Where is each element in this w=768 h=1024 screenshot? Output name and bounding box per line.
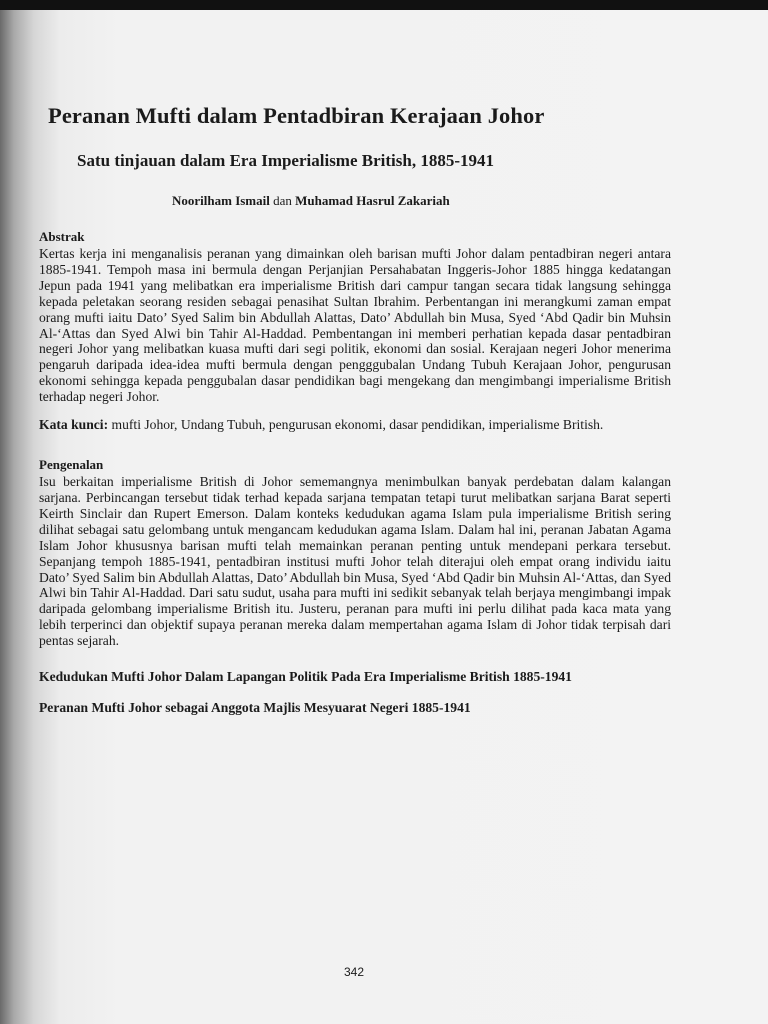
abstract-heading: Abstrak [39, 229, 85, 244]
keywords [39, 417, 671, 433]
page-content [39, 102, 671, 717]
section-heading-majlis: Peranan Mufti Johor sebagai Anggota Majlis Mesyuarat Negeri 1885-1941 [39, 700, 471, 716]
paper-title: Peranan Mufti dalam Pentadbiran Kerajaan Johor [48, 103, 545, 128]
section-heading-politik: Kedudukan Mufti Johor Dalam Lapangan Politik Pada Era Imperialisme British 1885-1941 [39, 669, 572, 685]
author-conjunction: dan [273, 193, 292, 208]
author-2: Muhamad Hasrul Zakariah [295, 193, 450, 208]
page-number: 342 [343, 965, 365, 979]
abstract-text: Kertas kerja ini menganalisis peranan yang dimainkan oleh barisan mufti Johor dalam pentadbiran negeri antara 1885-1941. Tempoh masa ini bermula dengan Perjanjian Persahabatan Inggeris-Johor 1885 hingga kedatangan Jepun pada 1941 yang melibatkan era imperialisme British dari campur tangan secara tidak langsung sehingga kepada peletakan seorang residen sebagai penasihat Sultan Ibrahim. Perbentangan ini merangkumi zaman empat orang mufti iaitu Dato’ Syed Salim bin Abdullah Alattas, Dato’ Abdullah bin Musa, Syed ‘Abd Qadir bin Muhsin Al-‘Attas dan Syed Alwi bin Tahir Al-Haddad. Pembentangan ini memberi perhatian kepada dasar pentadbiran negeri Johor yang melibatkan kuasa mufti dari segi politik, ekonomi dan sosial. Kerajaan negeri Johor menerima pengaruh daripada idea-idea mufti bermula dengan pengggubalan Undang Tubuh Kerajaan Johor, pengurusan ekonomi sehingga kepada penggubalan dasar pendidikan bagi mengekang dan mengimbangi imperialisme British terhadap negeri Johor. [39, 246, 671, 405]
introduction-heading: Pengenalan [39, 457, 104, 473]
paper-subtitle: Satu tinjauan dalam Era Imperialisme British, 1885-1941 [77, 151, 494, 170]
introduction-text: Isu berkaitan imperialisme British di Johor sememangnya menimbulkan banyak perdebatan dalam kalangan sarjana. Perbincangan tersebut tidak terhad kepada sarjana tempatan tetapi turut melibatkan sarjana Barat seperti Keirth Sinclair dan Rupert Emerson. Dalam konteks kedudukan agama Islam pula imperialisme British sering dilihat sebagai satu gelombang untuk mengancam kedudukan agama Islam. Dalam hal ini, peranan Jabatan Agama Islam Johor khususnya barisan mufti telah memainkan peranan penting untuk mendepani perkara tersebut. Sepanjang tempoh 1885-1941, pentadbiran institusi mufti Johor telah diterajui oleh empat orang individu iaitu Dato’ Syed Salim bin Abdullah Alattas, Dato’ Abdullah bin Musa, Syed ‘Abd Qadir bin Muhsin Al-‘Attas, dan Syed Alwi bin Tahir Al-Haddad. Dari satu sudut, usaha para mufti ini sedikit sebanyak telah berjaya mengimbangi impak daripada gelombang imperialisme British itu. Justeru, peranan para mufti ini perlu dilihat pada kaca mata yang lebih terperinci dan objektif supaya peranan mereka dalam mempertahan agama Islam di Johor tidak terpisah dari pentas sejarah. [39, 474, 671, 649]
author-line [39, 192, 671, 210]
author-1: Noorilham Ismail [172, 193, 270, 208]
keywords-text: mufti Johor, Undang Tubuh, pengurusan ekonomi, dasar pendidikan, imperialisme British. [111, 417, 604, 433]
document-page [0, 10, 768, 1024]
scan-top-edge [0, 0, 768, 10]
keywords-label: Kata kunci: [39, 417, 109, 433]
